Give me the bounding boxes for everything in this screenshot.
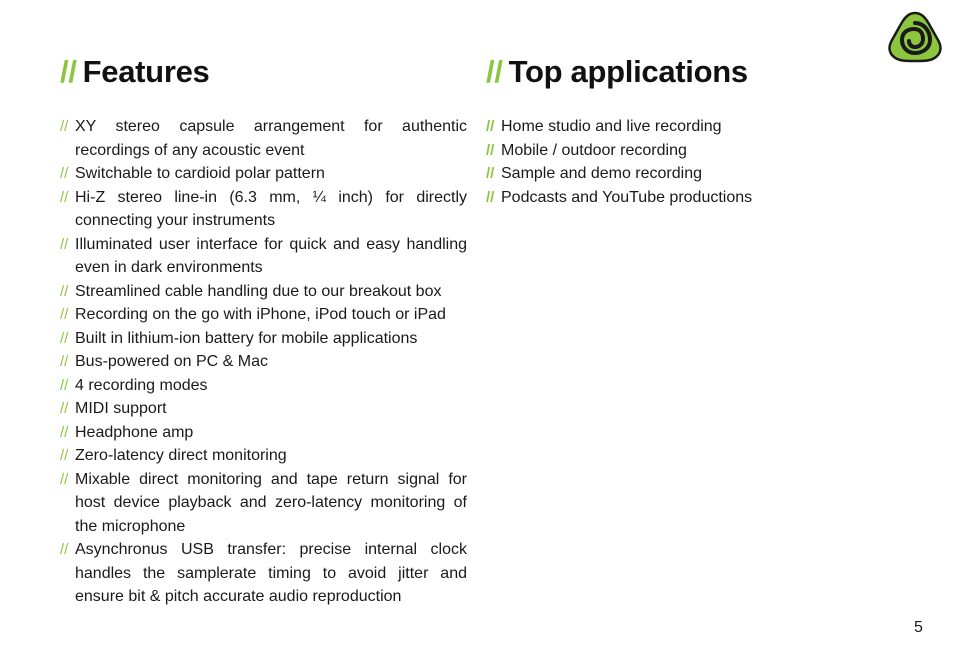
feature-item [60, 444, 467, 468]
applications-list [486, 115, 816, 209]
applications-title: Top applications [508, 54, 748, 89]
feature-item-text: Asynchronus USB transfer: precise internal clock handles the samplerate timing to avoid jitter and ensure bit & pitch accurate audio reproduction [75, 541, 467, 605]
feature-item [60, 468, 467, 539]
bullet-marker: // [486, 118, 495, 135]
feature-item [60, 374, 467, 398]
feature-item-text: Bus-powered on PC & Mac [75, 353, 268, 370]
heading-marker: // [486, 54, 503, 89]
feature-item-text: Headphone amp [75, 423, 194, 441]
application-item [486, 186, 816, 210]
bullet-marker: // [60, 165, 69, 182]
feature-item [60, 280, 467, 304]
page-number: 5 [914, 619, 923, 636]
feature-item-text: Streamlined cable handling due to our breakout box [75, 282, 442, 300]
feature-item-text: Recording on the go with iPhone, iPod touch or iPad [75, 306, 446, 323]
feature-item-text: Switchable to cardioid polar pattern [75, 165, 325, 182]
bullet-marker: // [60, 541, 69, 558]
feature-item [60, 350, 467, 374]
feature-item [60, 233, 467, 280]
feature-item [60, 186, 467, 233]
feature-item [60, 538, 467, 609]
features-list [60, 115, 467, 609]
bullet-marker: // [60, 118, 69, 135]
brand-logo-icon [888, 11, 942, 63]
feature-item [60, 115, 467, 162]
feature-item [60, 421, 467, 445]
features-title: Features [82, 54, 210, 89]
feature-item-text: XY stereo capsule arrangement for authentic recordings of any acoustic event [75, 118, 467, 159]
bullet-marker: // [486, 165, 495, 182]
bullet-marker: // [486, 141, 495, 159]
features-section [60, 52, 467, 609]
feature-item-text: Mixable direct monitoring and tape return signal for host device playback and zero-latency monitoring of the microphone [75, 470, 467, 535]
feature-item-text: 4 recording modes [75, 376, 208, 394]
bullet-marker: // [60, 376, 69, 394]
bullet-marker: // [60, 447, 69, 464]
bullet-marker: // [60, 470, 69, 488]
application-item [486, 139, 816, 163]
features-heading [60, 52, 467, 92]
application-item [486, 162, 816, 186]
applications-heading [486, 52, 816, 92]
spiral-triangle-logo-icon [888, 11, 942, 63]
bullet-marker: // [60, 306, 69, 323]
applications-section [486, 52, 816, 209]
feature-item-text: Zero-latency direct monitoring [75, 447, 287, 464]
feature-item [60, 303, 467, 327]
application-item-text: Mobile / outdoor recording [501, 141, 687, 159]
bullet-marker: // [60, 282, 69, 300]
bullet-marker: // [60, 400, 69, 417]
application-item-text: Podcasts and YouTube productions [501, 188, 753, 206]
feature-item-text: MIDI support [75, 400, 167, 417]
feature-item-text: Built in lithium-ion battery for mobile applications [75, 329, 418, 347]
feature-item [60, 397, 467, 421]
application-item-text: Home studio and live recording [501, 118, 722, 135]
feature-item [60, 327, 467, 351]
bullet-marker: // [60, 423, 69, 441]
bullet-marker: // [486, 188, 495, 206]
heading-marker: // [60, 54, 77, 89]
feature-item [60, 162, 467, 186]
bullet-marker: // [60, 329, 69, 347]
feature-item-text: Illuminated user interface for quick and easy handling even in dark environments [75, 235, 467, 276]
feature-item-text: Hi-Z stereo line-in (6.3 mm, ¼ inch) for directly connecting your instruments [75, 188, 467, 229]
application-item [486, 115, 816, 139]
application-item-text: Sample and demo recording [501, 165, 703, 182]
bullet-marker: // [60, 353, 69, 370]
bullet-marker: // [60, 188, 69, 206]
bullet-marker: // [60, 235, 69, 253]
